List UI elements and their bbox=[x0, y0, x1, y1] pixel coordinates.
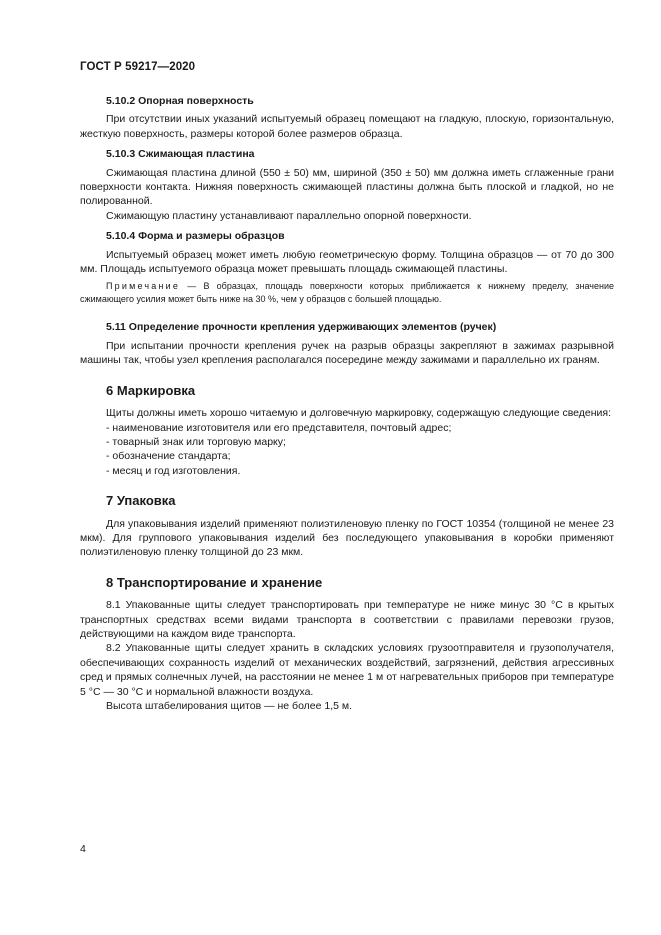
paragraph: Испытуемый образец может иметь любую геометрическую форму. Толщина образцов — от 70 до 300 мм. Площадь испытуемого образца может превышать площадь сжимающей пластины. bbox=[80, 248, 614, 276]
section-heading-6: 6 Маркировка bbox=[106, 382, 196, 398]
paragraph: При испытании прочности крепления ручек на разрыв образцы закрепляют в зажимах разрывной машины так, чтобы узел крепления располагался посередине между зажимами и параллельно их граням. bbox=[80, 339, 614, 367]
section-heading-8: 8 Транспортирование и хранение bbox=[106, 574, 323, 590]
paragraph: При отсутствии иных указаний испытуемый образец помещают на гладкую, плоскую, горизонтальную, жесткую поверхность, размеры которой более размеров образца. bbox=[80, 113, 614, 140]
subsection-title-5-10-4: 5.10.4 Форма и размеры образцов bbox=[106, 230, 285, 243]
paragraph: 8.2 Упакованные щиты следует хранить в складских условиях грузоотправителя и грузополучателя, обеспечивающих сохранность изделий от механических воздействий, загрязнений, действия агрессивных сред и прямых солнечных лучей, на расстоянии не менее 1 м от нагревательных приборов при температуре 5 °С — 30 °С и нормальной влажности воздуха. bbox=[80, 642, 614, 698]
note-text: — В образцах, площадь поверхности которых приближается к нижнему пределу, значение сжимающего усилия может быть ниже на 30 %, чем у образцов с большей площадью. bbox=[80, 281, 614, 305]
document-id-header: ГОСТ Р 59217—2020 bbox=[80, 61, 196, 73]
subsection-title-5-11: 5.11 Определение прочности крепления удерживающих элементов (ручек) bbox=[106, 321, 497, 334]
paragraph: Щиты должны иметь хорошо читаемую и долговечную маркировку, содержащую следующие сведения: bbox=[106, 407, 612, 420]
paragraph: Сжимающую пластину устанавливают параллельно опорной поверхности. bbox=[106, 209, 472, 222]
note bbox=[80, 280, 614, 306]
subsection-title-5-10-3: 5.10.3 Сжимающая пластина bbox=[106, 148, 255, 161]
section-heading-7: 7 Упаковка bbox=[106, 493, 176, 509]
paragraph: 8.1 Упакованные щиты следует транспортировать при температуре не ниже минус 30 °С в крытых транспортных средствах всеми видами транспорта в соответствии с правилами перевозки грузов, действующими на каждом виде транспорта. bbox=[80, 599, 614, 640]
subsection-title-5-10-2: 5.10.2 Опорная поверхность bbox=[106, 95, 254, 107]
list-item: - наименование изготовителя или его представителя, почтовый адрес; bbox=[106, 421, 452, 434]
document-body bbox=[80, 94, 614, 713]
paragraph: Сжимающая пластина длиной (550 ± 50) мм, шириной (350 ± 50) мм должна иметь сглаженные грани поверхности контакта. Нижняя поверхность сжимающей пластины должна быть плоской и гладкой, но не полированной. bbox=[80, 166, 614, 208]
paragraph: Высота штабелирования щитов — не более 1,5 м. bbox=[106, 700, 353, 712]
paragraph: Для упаковывания изделий применяют полиэтиленовую пленку по ГОСТ 10354 (толщиной не менее 23 мкм). Для группового упаковывания изделий без последующего упаковывания в коробки применяют полиэтиленовую пленку толщиной до 23 мкм. bbox=[80, 517, 614, 559]
list-item: - обозначение стандарта; bbox=[106, 450, 231, 463]
list-item: - товарный знак или торговую марку; bbox=[106, 435, 286, 448]
note-label: Примечание bbox=[106, 281, 181, 292]
list-item: - месяц и год изготовления. bbox=[106, 464, 241, 477]
page-number: 4 bbox=[80, 843, 86, 855]
